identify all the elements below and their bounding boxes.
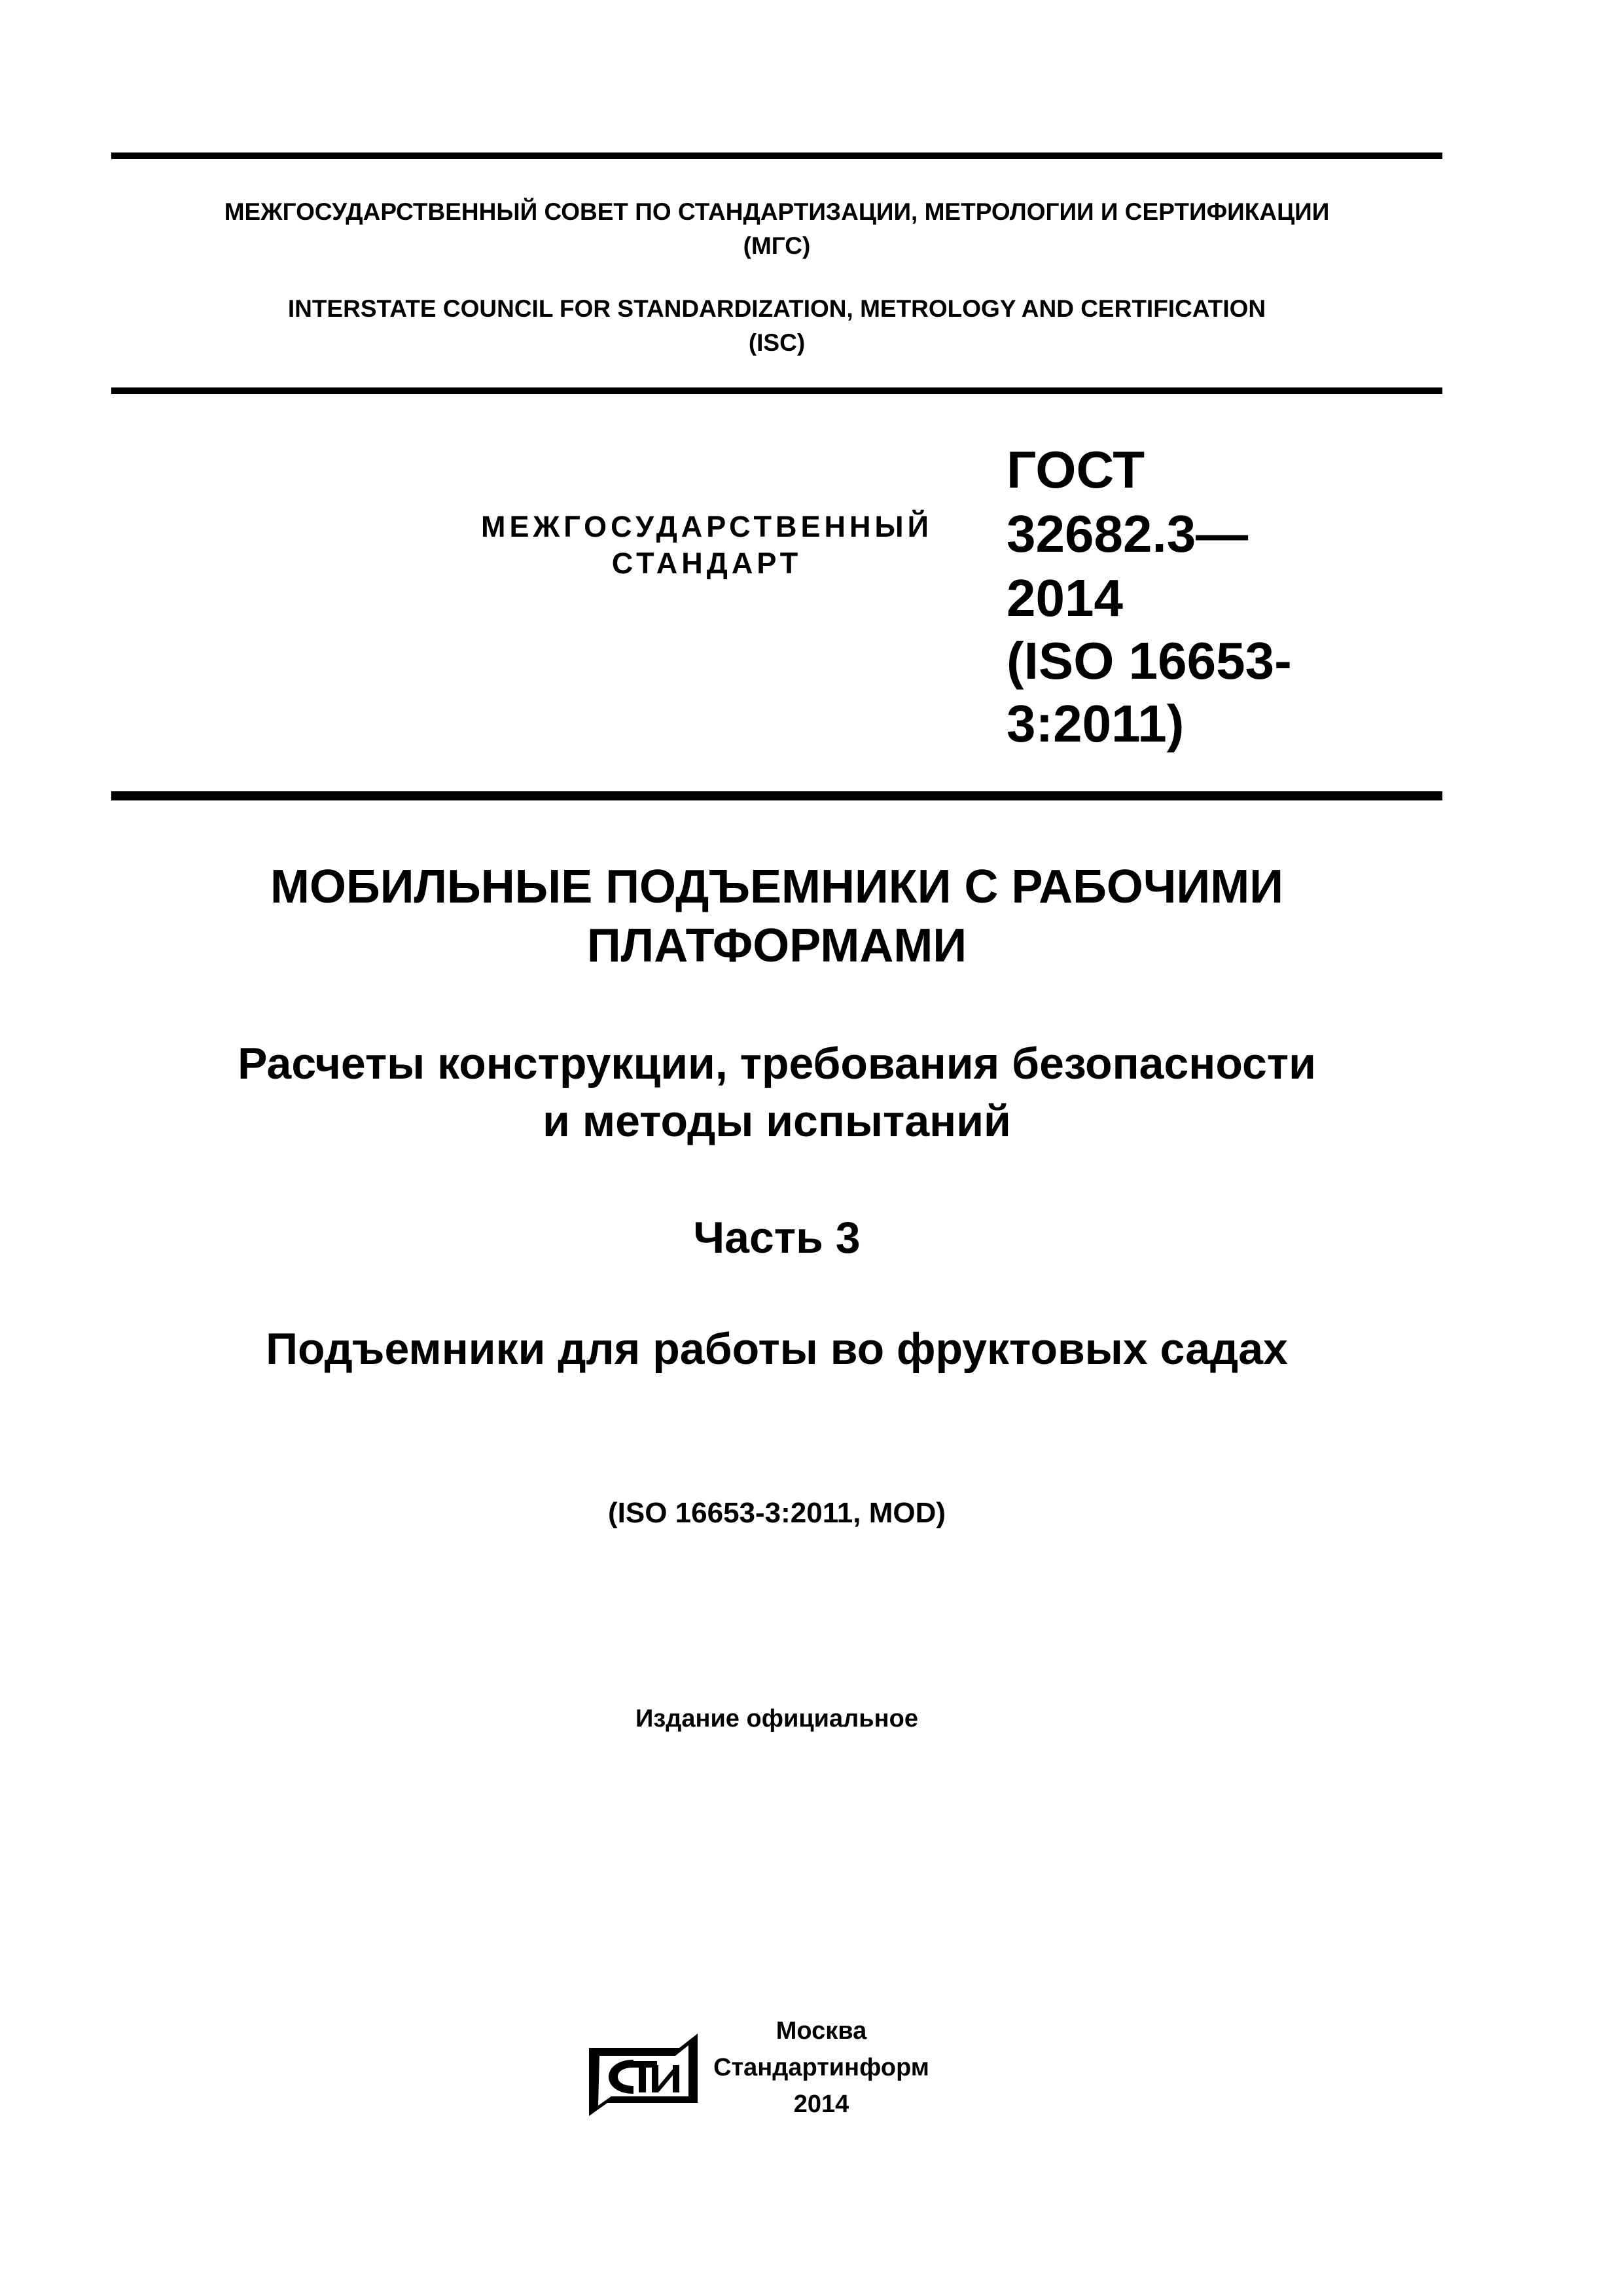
council-abbr-en: (ISC): [748, 329, 806, 356]
header-divider: [111, 387, 1442, 394]
part-number: Часть 3: [693, 1213, 861, 1263]
iso-reference: (ISO 16653-3:2011, MOD): [607, 1497, 946, 1529]
document-subtitle-line1: Расчеты конструкции, требования безопасности: [238, 1039, 1316, 1088]
council-name-en: INTERSTATE COUNCIL FOR STANDARDIZATION, METROLOGY AND CERTIFICATION: [287, 295, 1266, 322]
gost-designation-line: 2014: [1007, 569, 1123, 627]
standartinform-logo-icon: [588, 2032, 699, 2117]
document-subtitle-line2: и методы испытаний: [543, 1096, 1011, 1146]
part-title: Подъемники для работы во фруктовых садах: [266, 1324, 1288, 1374]
gost-designation-line: ГОСТ: [1007, 440, 1145, 499]
title-divider: [111, 791, 1442, 800]
council-name-ru: МЕЖГОСУДАРСТВЕННЫЙ СОВЕТ ПО СТАНДАРТИЗАЦИИ, МЕТРОЛОГИИ И СЕРТИФИКАЦИИ: [224, 198, 1330, 225]
standard-label-line2: СТАНДАРТ: [611, 547, 802, 580]
council-abbr-ru: (МГС): [743, 232, 811, 259]
publication-year: 2014: [793, 2090, 849, 2118]
document-title-line1: МОБИЛЬНЫЕ ПОДЪЕМНИКИ С РАБОЧИМИ: [270, 861, 1283, 913]
gost-designation-line: (ISO 16653-: [1007, 632, 1292, 690]
document-title-line2: ПЛАТФОРМАМИ: [586, 920, 967, 972]
gost-designation-line: 32682.3—: [1007, 505, 1249, 563]
top-divider: [111, 152, 1442, 159]
standard-label-line1: МЕЖГОСУДАРСТВЕННЫЙ: [481, 510, 933, 543]
gost-designation-line: 3:2011): [1007, 694, 1185, 753]
publisher-city: Москва: [776, 2017, 867, 2045]
edition-note: Издание официальное: [635, 1705, 918, 1732]
publisher-name: Стандартинформ: [713, 2054, 929, 2081]
